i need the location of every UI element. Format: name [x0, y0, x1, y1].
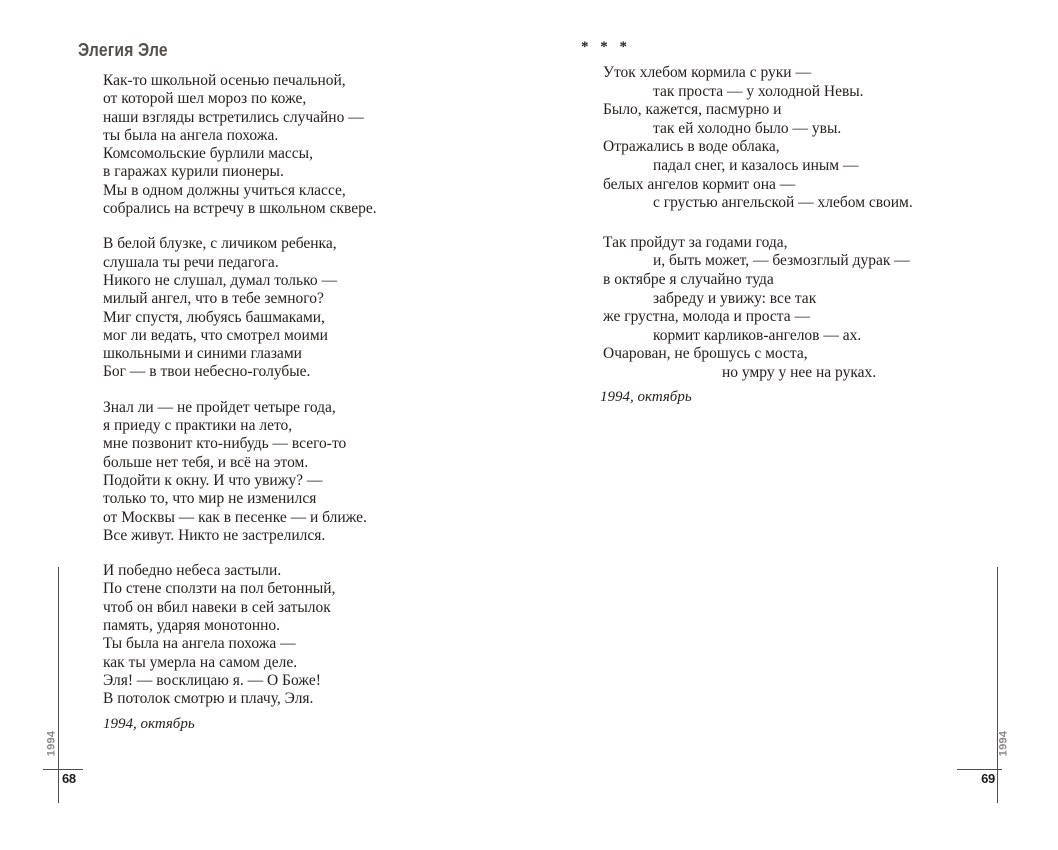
margin-year-right: 1994: [997, 730, 1010, 757]
poem-line: слушала ты речи педагога.: [103, 253, 279, 271]
poem-line: мог ли ведать, что смотрел моими: [103, 326, 328, 344]
stanza: [603, 234, 913, 383]
poem-line: кормит карликов-ангелов — ах.: [653, 326, 862, 344]
poem-line: В потолок смотрю и плачу, Эля.: [103, 690, 314, 708]
poem-line: так проста — у холодной Невы.: [653, 82, 864, 100]
poem-left: [103, 72, 377, 726]
stanza: [103, 562, 377, 708]
poem-line: от Москвы — как в песенке — и ближе.: [103, 508, 367, 526]
poem-date-left: 1994, октябрь: [103, 716, 195, 732]
stanza: [103, 399, 377, 545]
poem-line: Как-то школьной осенью печальной,: [103, 72, 346, 89]
right-page-vertical-rule: [997, 567, 998, 803]
poem-line: я приеду с практики на лето,: [103, 417, 293, 435]
poem-line: ты была на ангела похожа.: [103, 126, 279, 144]
poem-line: Эля! — восклицаю я. — О Боже!: [103, 671, 321, 689]
left-page-vertical-rule: [58, 567, 59, 803]
margin-year-left: 1994: [45, 730, 58, 757]
stanza: [603, 64, 913, 213]
poem-line: милый ангел, что в тебе земного?: [103, 290, 324, 308]
stanza: [103, 72, 377, 218]
poem-line: Подойти к окну. И что увижу? —: [103, 471, 323, 489]
poem-line: школьными и синими глазами: [103, 345, 302, 363]
poem-line: память, ударяя монотонно.: [103, 617, 281, 635]
poem-line: И победно небеса застыли.: [103, 562, 282, 580]
poem-line: как ты умерла на самом деле.: [103, 653, 298, 671]
poem-line: чтоб он вбил навеки в сей затылок: [103, 598, 331, 616]
poem-line: Мы в одном должны учиться классе,: [103, 181, 346, 199]
poem-line: так ей холодно было — увы.: [653, 119, 842, 137]
left-page-horizontal-rule: [43, 769, 83, 770]
poem-line: Знал ли — не пройдет четыре года,: [103, 398, 336, 416]
poem-line: Все живут. Никто не застрелился.: [103, 526, 326, 544]
poem-line: В белой блузке, с личиком ребенка,: [103, 235, 337, 253]
poem-line: Никого не слушал, думал только —: [103, 271, 337, 289]
page-number-right: 69: [981, 771, 995, 786]
poem-line: падал снег, и казалось иным —: [653, 156, 859, 174]
poem-line: же грустна, молода и проста —: [603, 308, 810, 326]
poem-line: но умру у нее на руках.: [722, 363, 877, 381]
poem-line: Отражались в воде облака,: [603, 138, 780, 156]
poem-line: только то, что мир не изменился: [103, 490, 317, 508]
poem-line: Было, кажется, пасмурно и: [603, 101, 782, 119]
poem-line: собрались на встречу в школьном сквере.: [103, 200, 377, 218]
poem-line: Так пройдут за годами года,: [603, 233, 788, 251]
poem-section-mark: * * *: [581, 39, 631, 55]
poem-date-right: 1994, октябрь: [600, 389, 692, 405]
poem-line: и, быть может, — безмозглый дурак —: [653, 252, 910, 270]
stanza: [103, 235, 377, 381]
poem-line: с грустью ангельской — хлебом своим.: [653, 194, 913, 212]
poem-line: забреду и увижу: все так: [653, 289, 817, 307]
poem-line: мне позвонит кто-нибудь — всего-то: [103, 435, 347, 453]
poem-line: Очарован, не брошусь с моста,: [603, 345, 808, 363]
poem-line: в октябре я случайно туда: [603, 270, 774, 288]
poem-line: белых ангелов кормит она —: [603, 175, 796, 193]
poem-line: Ты была на ангела похожа —: [103, 635, 296, 653]
poem-line: Комсомольские бурлили массы,: [103, 145, 313, 163]
poem-line: Уток хлебом кормила с руки —: [603, 64, 811, 81]
poem-line: По стене сползти на пол бетонный,: [103, 580, 336, 598]
poem-line: Миг спустя, любуясь башмаками,: [103, 308, 325, 326]
right-page-horizontal-rule: [957, 769, 1002, 770]
poem-right: [603, 64, 913, 404]
poem-line: наши взгляды встретились случайно —: [103, 108, 364, 126]
poem-line: от которой шел мороз по коже,: [103, 90, 307, 108]
poem-line: Бог — в твои небесно-голубые.: [103, 363, 311, 381]
poem-line: в гаражах курили пионеры.: [103, 163, 284, 181]
poem-title: Элегия Эле: [78, 40, 168, 60]
page-number-left: 68: [62, 771, 76, 786]
poem-line: больше нет тебя, и всё на этом.: [103, 453, 309, 471]
